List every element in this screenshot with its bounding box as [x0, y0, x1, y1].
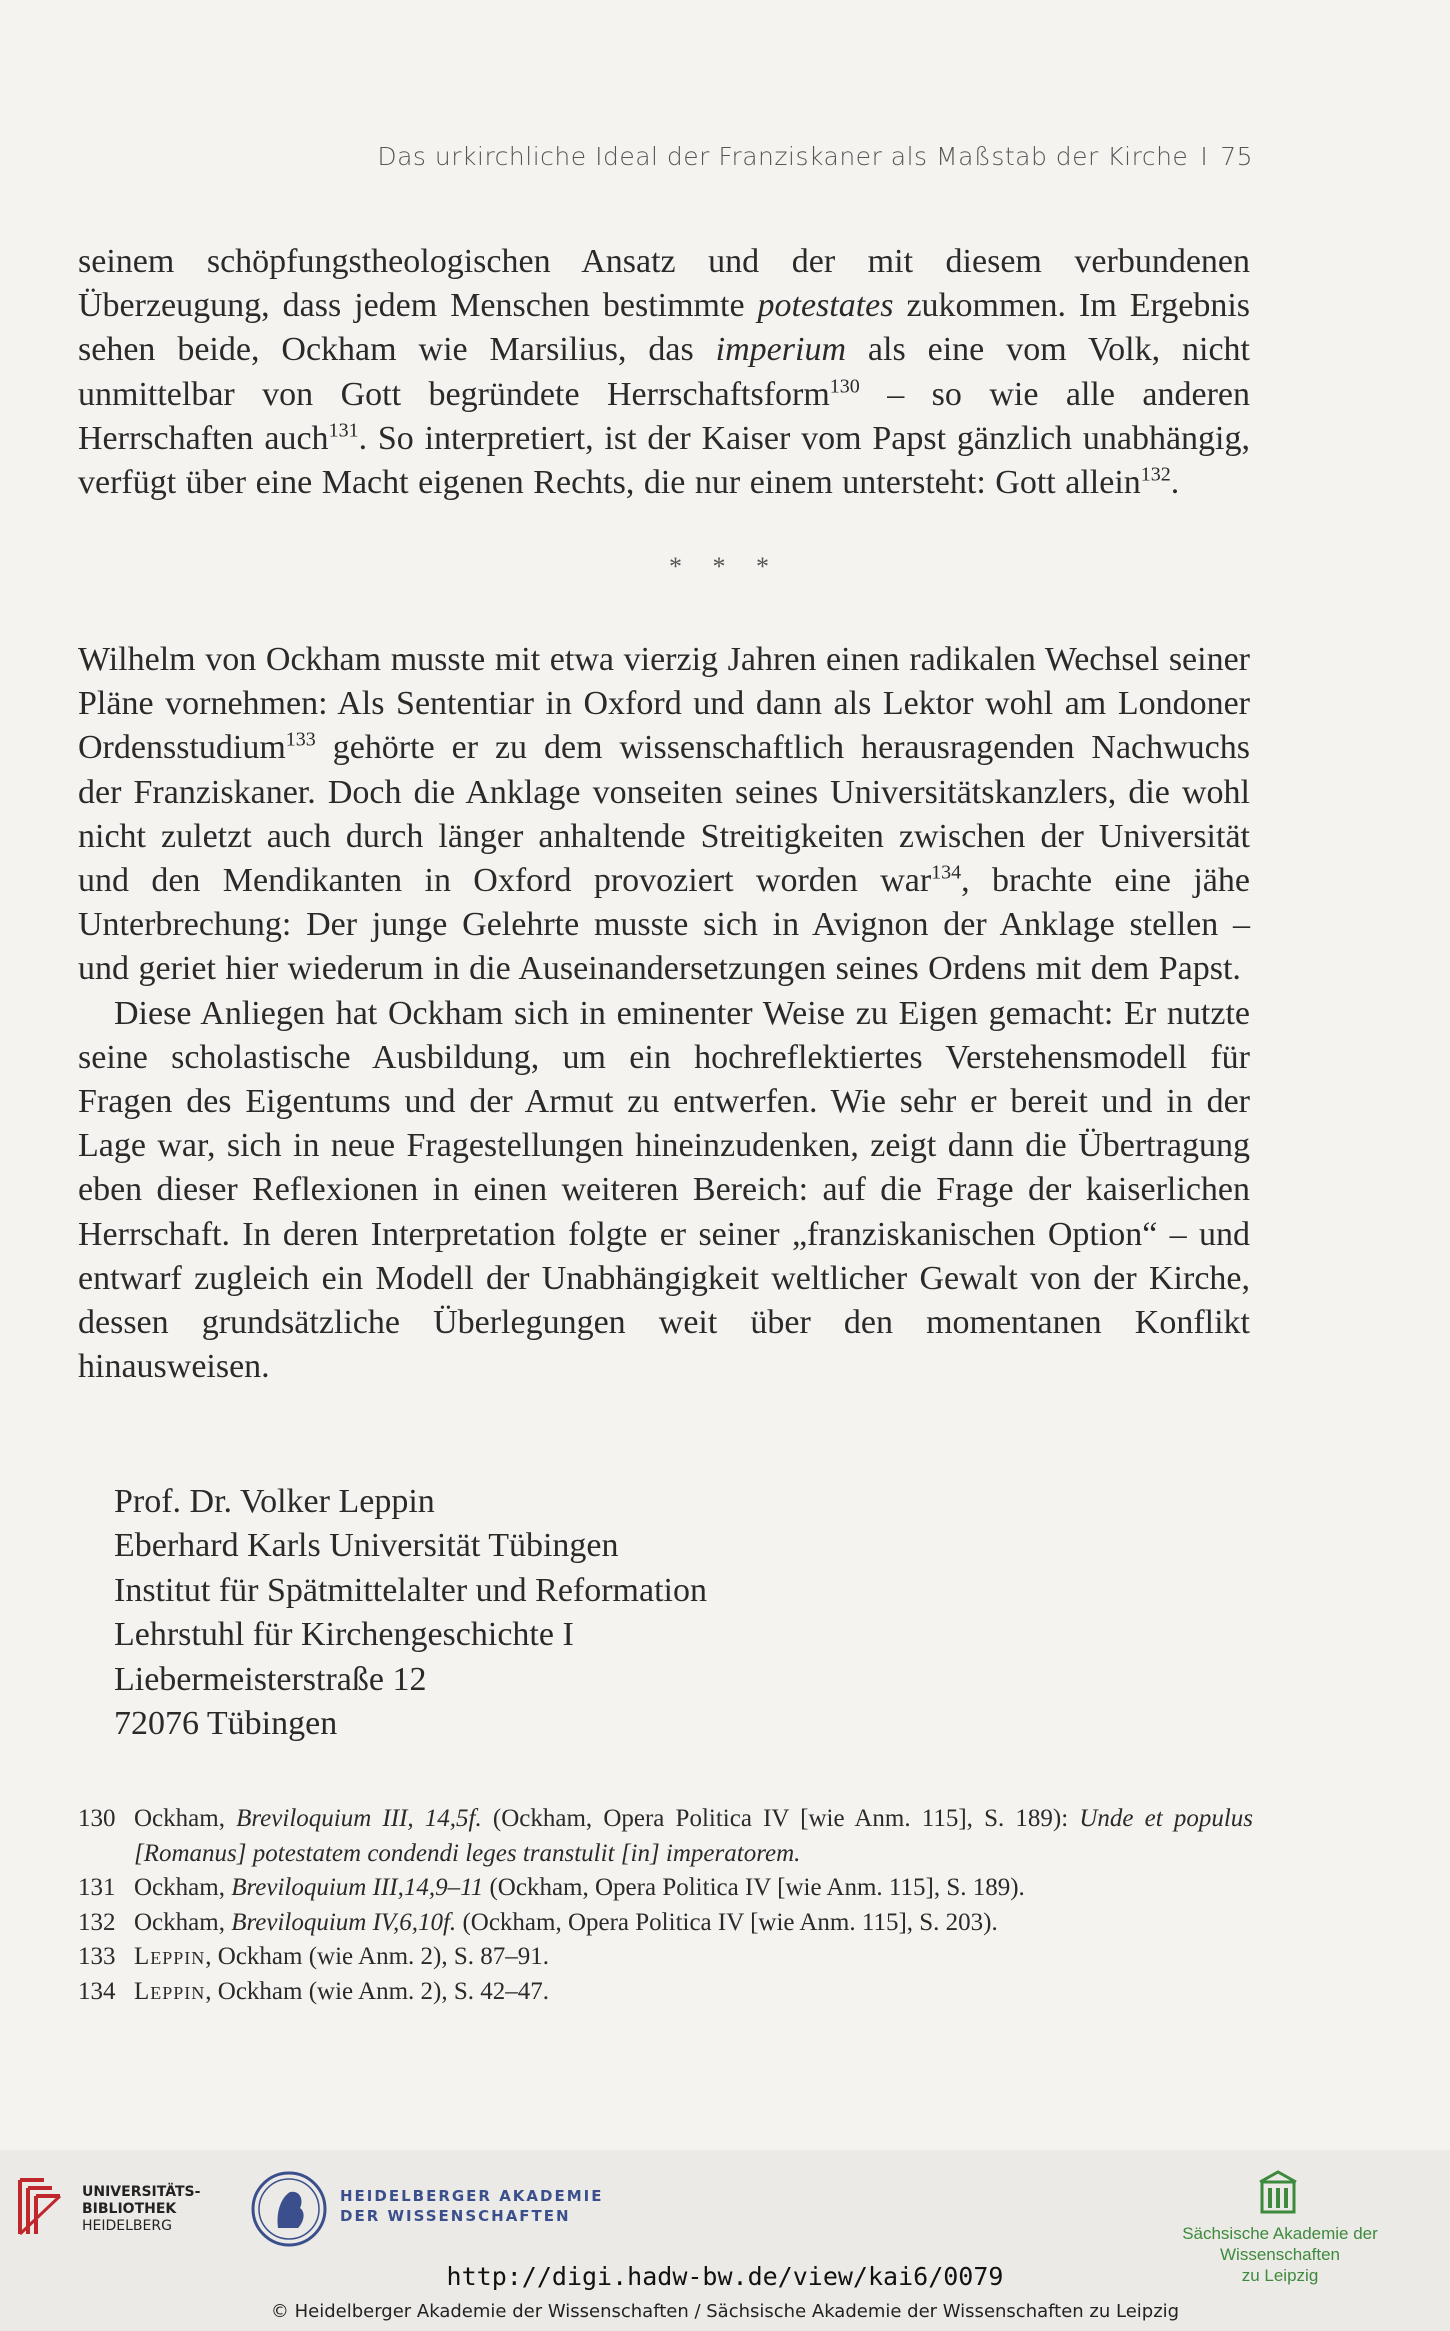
- footnote-text: [134, 1975, 1253, 2010]
- text-run: – so wie alle anderen Herrschaften auch: [78, 375, 1251, 457]
- paragraph-2: [78, 638, 1250, 992]
- hadw-line: DER WISSENSCHAFTEN: [340, 2207, 571, 2225]
- address-line: Lehrstuhl für Kirchengeschichte I: [114, 1616, 574, 1654]
- text-run: , brachte eine jähe Unterbrechung: Der junge Gelehrte musste sich in Avignon der Anklage stellen – und geriet hier wiederum in die Auseinandersetzungen seines Ordens mit dem Papst.: [78, 862, 1250, 988]
- saw-line: zu Leipzig: [1241, 2266, 1319, 2285]
- footnote-number: 131: [78, 1874, 116, 1902]
- footnote-134: [78, 1975, 1253, 2010]
- footnote-text: [134, 1871, 1253, 1906]
- permalink-url[interactable]: http://digi.hadw-bw.de/view/kai6/0079: [446, 2262, 1004, 2291]
- footnote-number: 132: [78, 1908, 116, 1936]
- text-run: (Ockham, Opera Politica IV [wie Anm. 115], S. 189).: [483, 1874, 1025, 1902]
- hadw-seal-icon[interactable]: [250, 2170, 328, 2248]
- running-header: [78, 142, 1253, 171]
- footnote-number: 133: [78, 1943, 116, 1971]
- hadw-name: [340, 2186, 604, 2226]
- paragraph-1: [78, 240, 1250, 505]
- text-run: Ockham,: [134, 1874, 232, 1902]
- running-title: Das urkirchliche Ideal der Franziskaner als Maßstab der Kirche: [377, 142, 1189, 171]
- text-run: (Ockham, Opera Politica IV [wie Anm. 115], S. 189):: [481, 1805, 1080, 1832]
- footnote-number: 130: [78, 1805, 116, 1832]
- address-line: Liebermeisterstraße 12: [114, 1660, 427, 1698]
- text-run: gehörte er zu dem wissenschaftlich herausragenden Nachwuchs der Franziskaner. Doch die Anklage vonseiten seines Universitätskanzlers, die wohl nicht zuletzt auch durch länger anhaltende Streitigkeiten zwischen der Universität und den Mendikanten in Oxford provoziert worden war: [78, 729, 1250, 900]
- footnote-ref-130[interactable]: 130: [829, 375, 860, 398]
- footnote-130: [78, 1802, 1253, 1871]
- footnote-number: 134: [78, 1977, 116, 2005]
- footnote-131: [78, 1871, 1253, 1906]
- footnote-ref-131[interactable]: 131: [328, 419, 359, 442]
- header-separator: I: [1200, 142, 1209, 171]
- ub-line: HEIDELBERG: [82, 2218, 172, 2234]
- footnote-ref-132[interactable]: 132: [1140, 463, 1171, 486]
- address-line: 72076 Tübingen: [114, 1705, 338, 1743]
- footnote-ref-133[interactable]: 133: [285, 729, 316, 752]
- footnote-ref-134[interactable]: 134: [931, 861, 962, 884]
- ub-line: UNIVERSITÄTS-: [82, 2184, 201, 2200]
- text-run: .: [1170, 464, 1180, 502]
- footnote-text: [134, 1906, 1253, 1941]
- footnote-133: [78, 1940, 1253, 1975]
- footnotes: [78, 1802, 1253, 2010]
- saw-building-icon[interactable]: [1258, 2170, 1298, 2216]
- page-number: 75: [1220, 142, 1253, 171]
- text-run: zukommen. Im Ergebnis sehen beide, Ockham wie Marsilius, das: [78, 287, 1250, 369]
- address-line: Institut für Spätmittelalter und Reformation: [114, 1571, 707, 1609]
- hadw-line: HEIDELBERGER AKADEMIE: [340, 2187, 604, 2205]
- footnote-text: [134, 1940, 1253, 1975]
- paragraph-3: Diese Anliegen hat Ockham sich in eminenter Weise zu Eigen gemacht: Er nutzte seine scholastische Ausbildung, um ein hochreflektiertes Verstehensmodell für Fragen des Eigentums und der Armut zu entwerfen. Wie sehr er bereit und in der Lage war, sich in neue Fragestellungen hineinzudenken, zeigt dann die Übertragung eben dieser Reflexionen in einen weiteren Bereich: auf die Frage der kaiserlichen Herrschaft. In deren Interpretation folgte er seiner „franziskanischen Option“ – und entwarf zugleich ein Modell der Unabhängigkeit weltlicher Gewalt von der Kirche, dessen grundsätzliche Überlegungen weit über den momentanen Konflikt hinausweisen.: [78, 994, 1250, 1386]
- text-run: als eine vom Volk, nicht unmittelbar von Gott begründete Herrschaftsform: [78, 331, 1250, 413]
- footnote-132: [78, 1906, 1253, 1941]
- italic-citation: Breviloquium IV,6,10f.: [231, 1908, 457, 1936]
- ub-heidelberg-name: [82, 2184, 200, 2235]
- text-run: , Ockham (wie Anm. 2), S. 87–91.: [205, 1943, 549, 1971]
- ub-heidelberg-logo-icon[interactable]: [14, 2174, 76, 2240]
- italic-term: imperium: [715, 331, 846, 369]
- section-2: [78, 638, 1250, 1389]
- author-name: Leppin: [134, 1943, 206, 1971]
- text-run: Ockham,: [134, 1805, 237, 1832]
- copyright-notice: © Heidelberger Akademie der Wissenschaften / Sächsische Akademie der Wissenschaften zu Leipzig: [270, 2301, 1180, 2322]
- italic-citation: Breviloquium III,14,9–11: [231, 1874, 484, 1902]
- ub-line: BIBLIOTHEK: [82, 2201, 177, 2217]
- author-address: [114, 1480, 707, 1746]
- text-run: . So interpretiert, ist der Kaiser vom Papst gänzlich unabhängig, verfügt über eine Macht eigenen Rechts, die nur einem untersteht: Gott allein: [78, 419, 1250, 502]
- address-line: Eberhard Karls Universität Tübingen: [114, 1527, 619, 1565]
- text-run: Ockham,: [134, 1908, 232, 1936]
- text-run: seinem schöpfungstheologischen Ansatz und der mit diesem verbundenen Überzeugung, dass jedem Menschen bestimmte: [78, 243, 1250, 325]
- text-run: , Ockham (wie Anm. 2), S. 42–47.: [205, 1977, 549, 2005]
- text-run: (Ockham, Opera Politica IV [wie Anm. 115], S. 203).: [456, 1908, 998, 1936]
- address-line: Prof. Dr. Volker Leppin: [114, 1483, 435, 1520]
- author-name: Leppin: [134, 1977, 206, 2005]
- italic-citation: Breviloquium III, 14,5f.: [236, 1805, 482, 1832]
- text-run: Wilhelm von Ockham musste mit etwa vierzig Jahren einen radikalen Wechsel seiner Pläne vornehmen: Als Sententiar in Oxford und dann als Lektor wohl am Londoner Ordensstudium: [78, 641, 1250, 767]
- italic-term: potestates: [757, 287, 894, 325]
- footnote-text: [134, 1802, 1253, 1871]
- saw-line: Sächsische Akademie der Wissenschaften: [1182, 2224, 1378, 2264]
- italic-quote: Unde et populus [Romanus] potestatem condendi leges transtulit [in] imperatorem.: [134, 1805, 1254, 1867]
- digitization-footer: [0, 2150, 1450, 2331]
- section-separator: * * *: [669, 552, 781, 581]
